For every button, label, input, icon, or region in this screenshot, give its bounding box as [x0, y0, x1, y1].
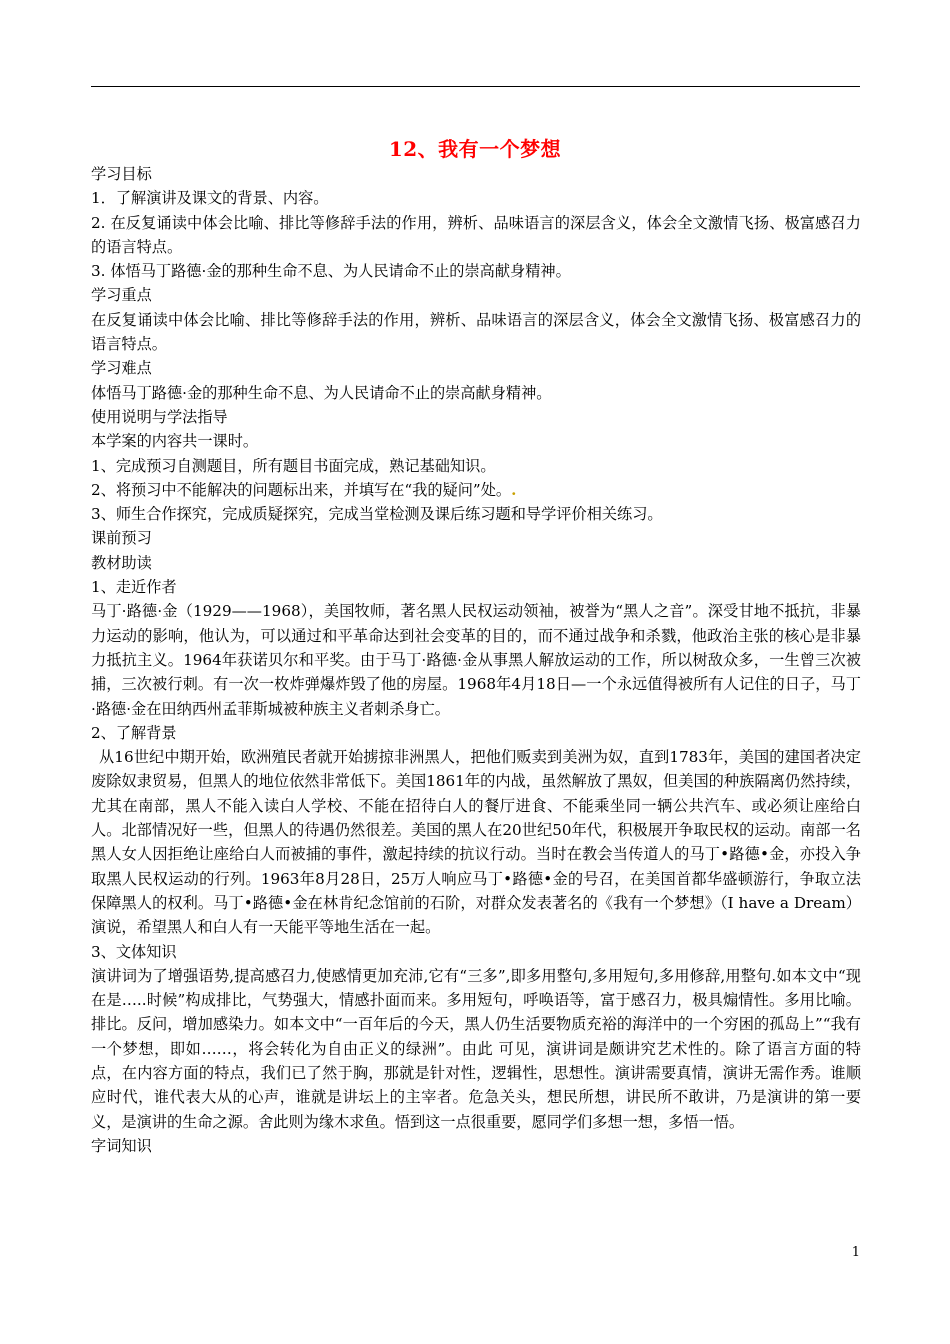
header-rule: [91, 86, 860, 87]
difficulties-text: 体悟马丁路德·金的那种生命不息、为人民请命不止的崇高献身精神。: [91, 383, 552, 402]
section-heading-preview: 课前预习: [91, 529, 152, 548]
instruction-item-2-line: [91, 478, 861, 502]
subheading-vocabulary: 字词知识: [91, 1136, 152, 1155]
instruction-item-1: 1、完成预习自测题目，所有题目书面完成，熟记基础知识。: [91, 456, 496, 475]
objective-item-2: 2. 在反复诵读中体会比喻、排比等修辞手法的作用，辨析、品味语言的深层含义，体会全文激情飞扬、极富感召力的语言特点。: [91, 213, 861, 256]
subheading-author: 1、走近作者: [91, 578, 177, 597]
document-title: 12、我有一个梦想: [388, 137, 562, 161]
section-heading-objectives: 学习目标: [91, 165, 152, 183]
author-paragraph: 马丁·路德·金（1929——1968），美国牧师，著名黑人民权运动领袖，被誉为“黑人之音”。深受甘地不抵抗，非暴力运动的影响，他认为，可以通过和平革命达到社会变革的目的，而不通过战争和杀戮，他政治主张的核心是非暴力抵抗主义。1964年获诺贝尔和平奖。由于马丁·路德·金从事黑人解放运动的工作，所以树敌众多，一生曾三次被捕，三次被行刺。有一次一枚炸弹爆炸毁了他的房屋。1968年4月18日—一个永远值得被所有人记住的日子，马丁·路德·金在田纳西州孟菲斯城被种族主义者刺杀身亡。: [91, 602, 861, 718]
instruction-item-2: 2、将预习中不能解决的问题标出来，并填写在“我的疑问”处。: [91, 480, 512, 499]
genre-paragraph: 演讲词为了增强语势,提高感召力,使感情更加充沛,它有“三多”,即多用整句,多用短句,多用修辞,用整句.如本文中“现在是…..时候”构成排比，气势强大，情感扑面而来。多用短句，呼唤语等，富于感召力，极具煽情性。多用比喻。排比。反问，增加感染力。如本文中“一百年后的今天，黑人仍生活要物质充裕的海洋中的一个穷困的孤岛上”“我有一个梦想，即如……，将会转化为自由正义的绿洲”。由此 可见，演讲词是颇讲究艺术性的。除了语言方面的特点，在内容方面的特点，我们已了然于胸，那就是针对性，逻辑性，思想性。演讲需要真情，演讲无需作秀。谁顺应时代，谁代表大从的心声，谁就是讲坛上的主宰者。危急关头，想民所想，讲民所不敢讲，乃是演讲的第一要义，是演讲的生命之源。舍此则为缘木求鱼。悟到这一点很重要，愿同学们多想一想，多悟一悟。: [91, 966, 861, 1131]
section-heading-difficulties: 学习难点: [91, 359, 152, 378]
instruction-item-3: 3、师生合作探究，完成质疑探究，完成当堂检测及课后练习题和导学评价相关练习。: [91, 505, 663, 524]
document-body: [91, 162, 861, 1158]
page-number: 1: [851, 1245, 860, 1260]
subheading-genre: 3、文体知识: [91, 942, 177, 961]
objective-item-3: 3. 体悟马丁路德·金的那种生命不息、为人民请命不止的崇高献身精神。: [91, 262, 571, 281]
subheading-background: 2、了解背景: [91, 723, 177, 742]
key-points-text: 在反复诵读中体会比喻、排比等修辞手法的作用，辨析、品味语言的深层含义，体会全文激情飞扬、极富感召力的语言特点。: [91, 310, 861, 354]
section-heading-reading-aid: 教材助读: [91, 553, 152, 572]
instructions-intro: 本学案的内容共一课时。: [91, 432, 259, 451]
background-paragraph: 从16世纪中期开始，欧洲殖民者就开始掳掠非洲黑人，把他们贩卖到美洲为奴，直到1783年，美国的建国者决定废除奴隶贸易，但黑人的地位依然非常低下。美国1861年的内战，虽然解放了黑奴，但美国的种族隔离仍然持续，尤其在南部，黑人不能入读白人学校、不能在招待白人的餐厅进食、不能乘坐同一辆公共汽车、或必须让座给白人。北部情况好一些，但黑人的待遇仍然很差。美国的黑人在20世纪50年代，积极展开争取民权的运动。南部一名黑人女人因拒绝让座给白人而被捕的事件，激起持续的抗议行动。当时在教会当传道人的马丁•路德•金，亦投入争取黑人民权运动的行列。1963年8月28日，25万人响应马丁•路德•金的号召，在美国首都华盛顿游行，争取立法保障黑人的权利。马丁•路德•金在林肯纪念馆前的石阶，对群众发表著名的《我有一个梦想》（I have a Dream）演说，希望黑人和白人有一天能平等地生活在一起。: [91, 748, 861, 937]
section-heading-key-points: 学习重点: [91, 286, 152, 305]
section-heading-instructions: 使用说明与学法指导: [91, 407, 228, 426]
objective-item-1: 1．了解演讲及课文的背景、内容。: [91, 189, 329, 208]
highlight-dot-mark: .: [511, 480, 517, 499]
